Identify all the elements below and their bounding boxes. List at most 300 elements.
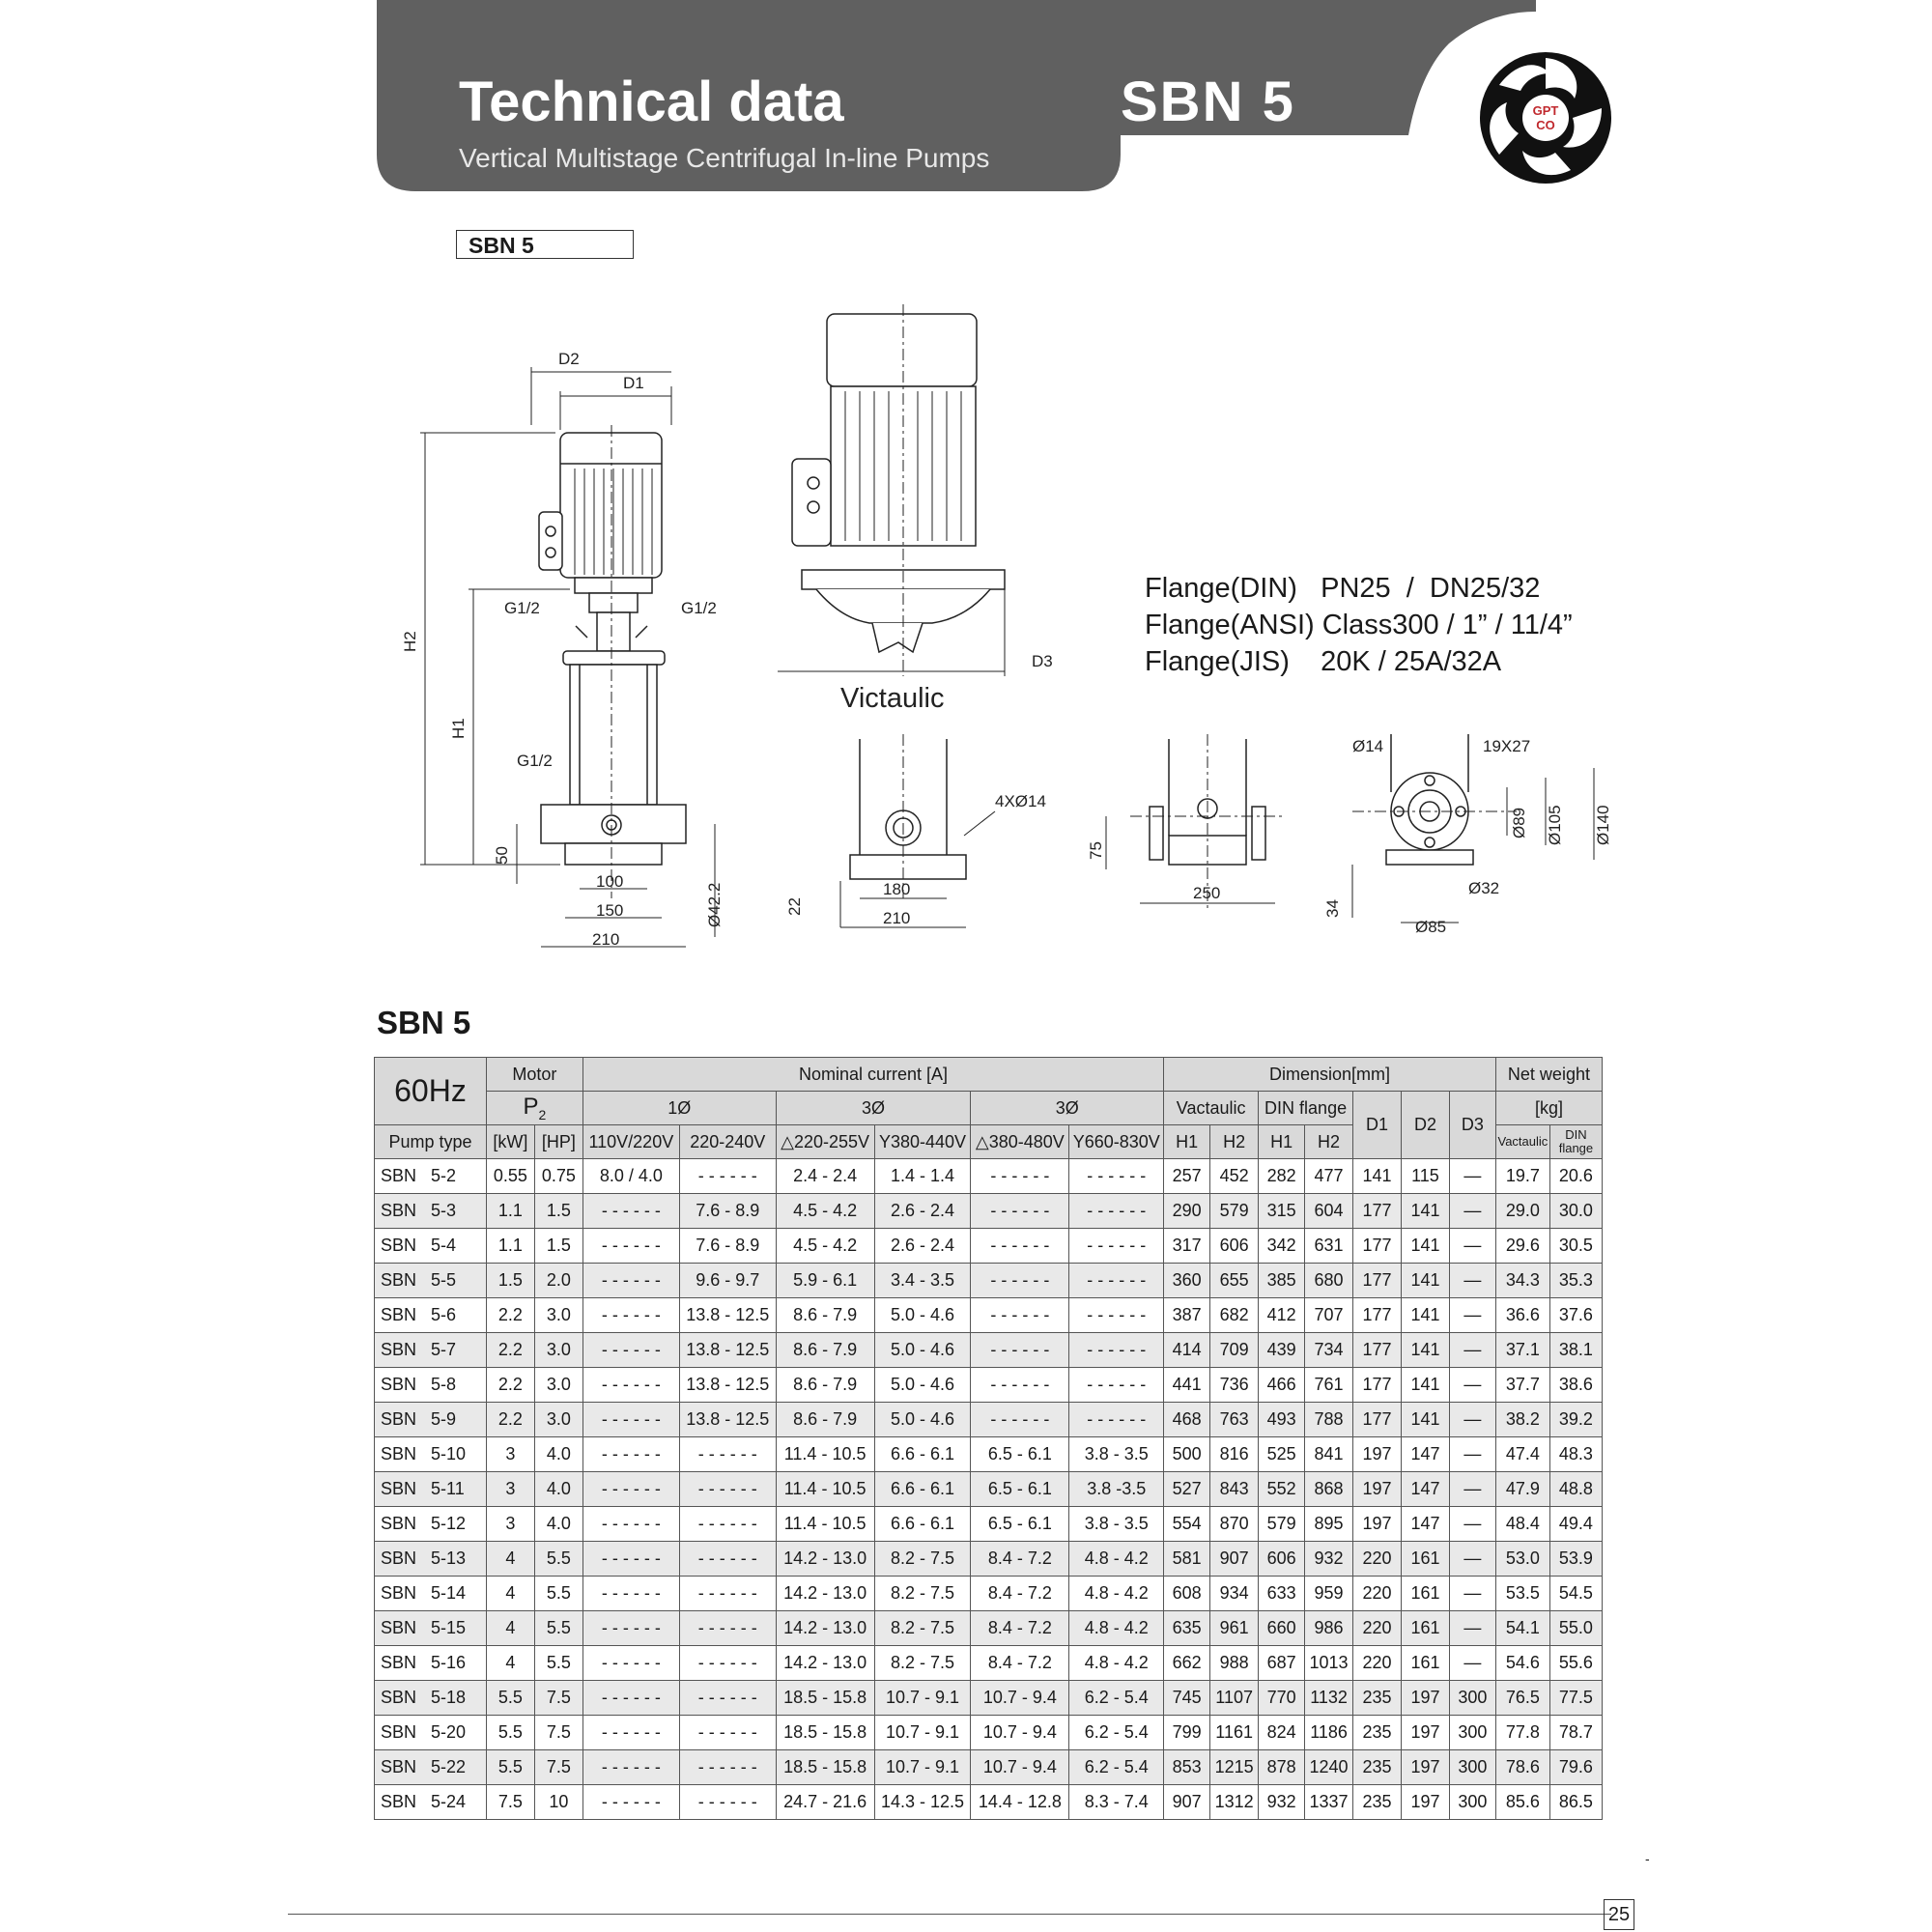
table-cell: 282 (1259, 1159, 1305, 1194)
table-cell: 8.2 - 7.5 (874, 1542, 971, 1577)
table-cell: 13.8 - 12.5 (679, 1298, 776, 1333)
port-label-left: G1/2 (504, 599, 540, 617)
table-cell: - - - - - - (679, 1159, 776, 1194)
table-cell: 141 (1401, 1333, 1449, 1368)
table-cell: 468 (1164, 1403, 1210, 1437)
dim-label-dia42: Ø42.2 (705, 882, 724, 927)
table-cell: 1.4 - 1.4 (874, 1159, 971, 1194)
dim-label-d2: D2 (558, 350, 580, 368)
table-cell: 868 (1305, 1472, 1353, 1507)
table-cell: 4 (486, 1542, 534, 1577)
table-cell: 736 (1210, 1368, 1259, 1403)
table-cell: 53.9 (1549, 1542, 1602, 1577)
table-cell: - - - - - - (1069, 1159, 1164, 1194)
header-net-weight: Net weight (1495, 1058, 1602, 1092)
table-cell: 24.7 - 21.6 (776, 1785, 874, 1820)
table-cell: 14.3 - 12.5 (874, 1785, 971, 1820)
table-cell: 934 (1210, 1577, 1259, 1611)
table-cell: 115 (1401, 1159, 1449, 1194)
header-v4: Y380-440V (874, 1125, 971, 1159)
table-cell: SBN 5-13 (375, 1542, 487, 1577)
flange-line-din: Flange(DIN) PN25 / DN25/32 (1145, 573, 1541, 604)
table-cell: 8.6 - 7.9 (776, 1298, 874, 1333)
table-cell: - - - - - - (582, 1507, 679, 1542)
table-cell: SBN 5-18 (375, 1681, 487, 1716)
table-cell: 6.2 - 5.4 (1069, 1750, 1164, 1785)
table-cell: SBN 5-8 (375, 1368, 487, 1403)
table-cell: 633 (1259, 1577, 1305, 1611)
table-cell: - - - - - - (679, 1472, 776, 1507)
table-cell: - - - - - - (1069, 1403, 1164, 1437)
table-cell: 824 (1259, 1716, 1305, 1750)
table-cell: 477 (1305, 1159, 1353, 1194)
table-cell: 5.5 (486, 1681, 534, 1716)
company-logo (1478, 50, 1613, 185)
table-cell: 315 (1259, 1194, 1305, 1229)
motor-front-view (778, 304, 1053, 927)
dim-label-210: 210 (592, 930, 620, 949)
holes-label: 4XØ14 (995, 792, 1046, 810)
table-cell: 20.6 (1549, 1159, 1602, 1194)
table-cell: — (1449, 1264, 1495, 1298)
flange-side-view (1087, 734, 1285, 908)
spec-table-body (375, 1159, 1603, 1820)
table-cell: 77.8 (1495, 1716, 1549, 1750)
dim-label-dia89: Ø89 (1510, 807, 1528, 838)
header-h2-din: H2 (1305, 1125, 1353, 1159)
table-cell: — (1449, 1542, 1495, 1577)
table-row (375, 1368, 1603, 1403)
table-cell: 141 (1401, 1229, 1449, 1264)
table-cell: 525 (1259, 1437, 1305, 1472)
table-cell: 4.5 - 4.2 (776, 1229, 874, 1264)
table-cell: 4.0 (534, 1472, 582, 1507)
table-cell: 816 (1210, 1437, 1259, 1472)
table-row (375, 1159, 1603, 1194)
table-cell: 13.8 - 12.5 (679, 1333, 776, 1368)
table-cell: - - - - - - (582, 1646, 679, 1681)
table-row (375, 1333, 1603, 1368)
table-cell: - - - - - - (582, 1681, 679, 1716)
table-cell: - - - - - - (582, 1194, 679, 1229)
table-cell: 5.0 - 4.6 (874, 1298, 971, 1333)
table-cell: 257 (1164, 1159, 1210, 1194)
table-cell: 10.7 - 9.4 (971, 1750, 1069, 1785)
table-cell: 4.8 - 4.2 (1069, 1542, 1164, 1577)
table-cell: 3.0 (534, 1368, 582, 1403)
table-cell: 441 (1164, 1368, 1210, 1403)
table-cell: 4.0 (534, 1437, 582, 1472)
table-cell: 5.5 (534, 1646, 582, 1681)
table-cell: 54.6 (1495, 1646, 1549, 1681)
table-cell: 19.7 (1495, 1159, 1549, 1194)
table-cell: 317 (1164, 1229, 1210, 1264)
dim-label-250: 250 (1193, 884, 1221, 902)
table-cell: 961 (1210, 1611, 1259, 1646)
table-cell: 0.55 (486, 1159, 534, 1194)
table-cell: 1.5 (534, 1229, 582, 1264)
table-row (375, 1542, 1603, 1577)
table-cell: 300 (1449, 1681, 1495, 1716)
table-cell: 38.2 (1495, 1403, 1549, 1437)
table-cell: 197 (1353, 1472, 1402, 1507)
table-cell: 49.4 (1549, 1507, 1602, 1542)
table-cell: - - - - - - (971, 1229, 1069, 1264)
table-cell: - - - - - - (679, 1542, 776, 1577)
table-cell: 5.5 (534, 1577, 582, 1611)
table-cell: 6.5 - 6.1 (971, 1437, 1069, 1472)
header-v6: Y660-830V (1069, 1125, 1164, 1159)
dim-label-d1: D1 (623, 374, 644, 392)
header-v5: △380-480V (971, 1125, 1069, 1159)
table-cell: 177 (1353, 1229, 1402, 1264)
table-cell: — (1449, 1437, 1495, 1472)
header-nominal: Nominal current [A] (582, 1058, 1163, 1092)
table-cell: 707 (1305, 1298, 1353, 1333)
table-cell: 47.4 (1495, 1437, 1549, 1472)
header-phase3b: 3Ø (971, 1092, 1164, 1125)
table-cell: 38.6 (1549, 1368, 1602, 1403)
table-cell: - - - - - - (971, 1333, 1069, 1368)
table-cell: - - - - - - (1069, 1229, 1164, 1264)
table-cell: 1.1 (486, 1229, 534, 1264)
dim-label-22: 22 (785, 897, 804, 916)
table-cell: 235 (1353, 1716, 1402, 1750)
victaulic-label: Victaulic (840, 683, 945, 714)
header-h1-vict: H1 (1164, 1125, 1210, 1159)
table-cell: - - - - - - (971, 1194, 1069, 1229)
table-cell: 7.5 (534, 1750, 582, 1785)
table-cell: 8.3 - 7.4 (1069, 1785, 1164, 1820)
table-cell: 554 (1164, 1507, 1210, 1542)
table-cell: 197 (1401, 1750, 1449, 1785)
dim-label-34: 34 (1323, 899, 1342, 918)
dim-label-50: 50 (493, 846, 511, 865)
table-cell: 141 (1401, 1298, 1449, 1333)
table-cell: 177 (1353, 1333, 1402, 1368)
page-title: Technical data (459, 71, 844, 133)
table-cell: 959 (1305, 1577, 1353, 1611)
table-cell: 53.0 (1495, 1542, 1549, 1577)
table-cell: SBN 5-14 (375, 1577, 487, 1611)
table-cell: 235 (1353, 1681, 1402, 1716)
table-cell: 18.5 - 15.8 (776, 1681, 874, 1716)
table-cell: 493 (1259, 1403, 1305, 1437)
table-cell: SBN 5-10 (375, 1437, 487, 1472)
table-cell: 734 (1305, 1333, 1353, 1368)
table-cell: 8.4 - 7.2 (971, 1646, 1069, 1681)
table-cell: 761 (1305, 1368, 1353, 1403)
table-cell: — (1449, 1472, 1495, 1507)
table-cell: — (1449, 1577, 1495, 1611)
table-cell: 3 (486, 1472, 534, 1507)
dim-label-210b: 210 (883, 909, 911, 927)
table-cell: 39.2 (1549, 1403, 1602, 1437)
table-cell: - - - - - - (679, 1750, 776, 1785)
header-victaulic: Vactaulic (1164, 1092, 1259, 1125)
model-name: SBN 5 (1121, 71, 1295, 133)
table-cell: 606 (1259, 1542, 1305, 1577)
header-d3: D3 (1449, 1092, 1495, 1159)
table-cell: 10.7 - 9.1 (874, 1681, 971, 1716)
table-cell: - - - - - - (679, 1611, 776, 1646)
header-freq: 60Hz (375, 1058, 487, 1125)
table-row (375, 1403, 1603, 1437)
table-cell: 662 (1164, 1646, 1210, 1681)
table-cell: 878 (1259, 1750, 1305, 1785)
table-cell: SBN 5-22 (375, 1750, 487, 1785)
header-d2: D2 (1401, 1092, 1449, 1159)
table-cell: 5.9 - 6.1 (776, 1264, 874, 1298)
table-cell: 1107 (1210, 1681, 1259, 1716)
table-cell: 37.7 (1495, 1368, 1549, 1403)
table-cell: 197 (1353, 1437, 1402, 1472)
table-cell: 30.0 (1549, 1194, 1602, 1229)
table-cell: 197 (1401, 1716, 1449, 1750)
table-cell: 466 (1259, 1368, 1305, 1403)
logo-text-top: GPT (1532, 103, 1559, 118)
table-cell: — (1449, 1403, 1495, 1437)
table-cell: 6.5 - 6.1 (971, 1472, 1069, 1507)
header-din-flange: DIN flange (1259, 1092, 1353, 1125)
table-cell: 85.6 (1495, 1785, 1549, 1820)
table-cell: - - - - - - (679, 1646, 776, 1681)
table-cell: 161 (1401, 1542, 1449, 1577)
dim-label-h1: H1 (449, 718, 468, 739)
table-cell: 76.5 (1495, 1681, 1549, 1716)
table-cell: 2.6 - 2.4 (874, 1229, 971, 1264)
table-cell: 1.1 (486, 1194, 534, 1229)
table-row (375, 1577, 1603, 1611)
table-cell: 6.6 - 6.1 (874, 1507, 971, 1542)
table-cell: 1013 (1305, 1646, 1353, 1681)
table-cell: 8.2 - 7.5 (874, 1646, 971, 1681)
table-cell: 687 (1259, 1646, 1305, 1681)
table-cell: 161 (1401, 1611, 1449, 1646)
header-kg: [kg] (1495, 1092, 1602, 1125)
table-cell: 608 (1164, 1577, 1210, 1611)
table-cell: 235 (1353, 1785, 1402, 1820)
table-row (375, 1194, 1603, 1229)
table-cell: 141 (1401, 1368, 1449, 1403)
table-cell: 141 (1401, 1194, 1449, 1229)
table-cell: 14.4 - 12.8 (971, 1785, 1069, 1820)
table-cell: 3.8 -3.5 (1069, 1472, 1164, 1507)
table-cell: - - - - - - (1069, 1333, 1164, 1368)
table-cell: 360 (1164, 1264, 1210, 1298)
table-cell: 6.5 - 6.1 (971, 1507, 1069, 1542)
header-h1-din: H1 (1259, 1125, 1305, 1159)
header-weight-din: DIN flange (1549, 1125, 1602, 1159)
table-cell: 3 (486, 1437, 534, 1472)
table-cell: 579 (1210, 1194, 1259, 1229)
section-label: SBN 5 (469, 233, 534, 258)
table-cell: 4.8 - 4.2 (1069, 1577, 1164, 1611)
table-cell: 197 (1401, 1681, 1449, 1716)
table-cell: 7.5 (534, 1716, 582, 1750)
table-cell: 141 (1401, 1403, 1449, 1437)
flange-line-ansi: Flange(ANSI) Class300 / 1” / 11/4” (1145, 610, 1573, 640)
table-cell: SBN 5-11 (375, 1472, 487, 1507)
table-cell: — (1449, 1298, 1495, 1333)
dim-label-180: 180 (883, 880, 911, 898)
dim-label-75: 75 (1087, 841, 1105, 860)
table-cell: 300 (1449, 1785, 1495, 1820)
table-cell: - - - - - - (971, 1403, 1069, 1437)
table-cell: - - - - - - (1069, 1298, 1164, 1333)
table-cell: 48.3 (1549, 1437, 1602, 1472)
table-cell: 78.6 (1495, 1750, 1549, 1785)
dim-label-dia85: Ø85 (1415, 918, 1447, 936)
table-cell: 197 (1401, 1785, 1449, 1820)
dim-label-100: 100 (596, 872, 624, 891)
table-cell: 7.5 (534, 1681, 582, 1716)
table-cell: — (1449, 1368, 1495, 1403)
table-cell: SBN 5-4 (375, 1229, 487, 1264)
table-cell: 53.5 (1495, 1577, 1549, 1611)
table-cell: 10.7 - 9.4 (971, 1716, 1069, 1750)
table-cell: — (1449, 1507, 1495, 1542)
table-cell: 8.6 - 7.9 (776, 1333, 874, 1368)
table-cell: 2.2 (486, 1403, 534, 1437)
dim-label-dia14: Ø14 (1352, 737, 1384, 755)
table-cell: 1161 (1210, 1716, 1259, 1750)
table-cell: 1215 (1210, 1750, 1259, 1785)
table-cell: 8.2 - 7.5 (874, 1577, 971, 1611)
table-cell: - - - - - - (679, 1507, 776, 1542)
table-cell: 853 (1164, 1750, 1210, 1785)
header-kw: [kW] (486, 1125, 534, 1159)
logo-text-bottom: CO (1536, 118, 1555, 132)
table-cell: 48.4 (1495, 1507, 1549, 1542)
table-row (375, 1472, 1603, 1507)
table-cell: - - - - - - (971, 1264, 1069, 1298)
table-row (375, 1785, 1603, 1820)
table-cell: 8.6 - 7.9 (776, 1368, 874, 1403)
table-cell: 2.6 - 2.4 (874, 1194, 971, 1229)
table-cell: 680 (1305, 1264, 1353, 1298)
p2-label: P (523, 1094, 539, 1121)
table-cell: 18.5 - 15.8 (776, 1716, 874, 1750)
table-cell: 36.6 (1495, 1298, 1549, 1333)
dim-label-dia32: Ø32 (1468, 879, 1500, 897)
table-cell: 55.6 (1549, 1646, 1602, 1681)
table-cell: SBN 5-24 (375, 1785, 487, 1820)
dim-label-dia140: Ø140 (1594, 805, 1612, 845)
table-cell: 48.8 (1549, 1472, 1602, 1507)
table-cell: - - - - - - (582, 1472, 679, 1507)
table-cell: 5.0 - 4.6 (874, 1403, 971, 1437)
table-cell: 606 (1210, 1229, 1259, 1264)
table-cell: 220 (1353, 1577, 1402, 1611)
table-cell: — (1449, 1159, 1495, 1194)
table-cell: 30.5 (1549, 1229, 1602, 1264)
table-cell: 77.5 (1549, 1681, 1602, 1716)
table-cell: 47.9 (1495, 1472, 1549, 1507)
table-cell: — (1449, 1611, 1495, 1646)
table-cell: 8.4 - 7.2 (971, 1577, 1069, 1611)
table-cell: 907 (1164, 1785, 1210, 1820)
table-cell: - - - - - - (1069, 1368, 1164, 1403)
table-cell: - - - - - - (582, 1542, 679, 1577)
dim-label-h2: H2 (401, 631, 419, 652)
table-cell: 5.0 - 4.6 (874, 1333, 971, 1368)
table-cell: 7.5 (486, 1785, 534, 1820)
table-cell: 54.1 (1495, 1611, 1549, 1646)
page-number: 25 (1604, 1899, 1634, 1930)
table-cell: 78.7 (1549, 1716, 1602, 1750)
table-cell: 342 (1259, 1229, 1305, 1264)
table-cell: 13.8 - 12.5 (679, 1403, 776, 1437)
table-row (375, 1646, 1603, 1681)
table-cell: 4.5 - 4.2 (776, 1194, 874, 1229)
table-row (375, 1298, 1603, 1333)
table-cell: 7.6 - 8.9 (679, 1229, 776, 1264)
table-cell: - - - - - - (679, 1577, 776, 1611)
table-cell: 14.2 - 13.0 (776, 1611, 874, 1646)
p2-subscript: 2 (538, 1106, 547, 1122)
table-cell: 907 (1210, 1542, 1259, 1577)
table-cell: 8.4 - 7.2 (971, 1542, 1069, 1577)
table-cell: 412 (1259, 1298, 1305, 1333)
table-cell: - - - - - - (1069, 1194, 1164, 1229)
table-cell: 414 (1164, 1333, 1210, 1368)
table-cell: 6.2 - 5.4 (1069, 1681, 1164, 1716)
table-cell: - - - - - - (679, 1437, 776, 1472)
table-cell: 7.6 - 8.9 (679, 1194, 776, 1229)
table-cell: 5.5 (486, 1716, 534, 1750)
header-motor (486, 1058, 582, 1092)
table-cell: 10.7 - 9.1 (874, 1716, 971, 1750)
table-cell: 161 (1401, 1577, 1449, 1611)
dim-label-d3: D3 (1032, 652, 1053, 670)
table-cell: 1186 (1305, 1716, 1353, 1750)
table-cell: 385 (1259, 1264, 1305, 1298)
table-cell: 10.7 - 9.1 (874, 1750, 971, 1785)
table-cell: 763 (1210, 1403, 1259, 1437)
table-cell: SBN 5-16 (375, 1646, 487, 1681)
table-cell: 235 (1353, 1750, 1402, 1785)
table-cell: 34.3 (1495, 1264, 1549, 1298)
table-cell: 895 (1305, 1507, 1353, 1542)
table-cell: SBN 5-2 (375, 1159, 487, 1194)
table-cell: 14.2 - 13.0 (776, 1646, 874, 1681)
table-cell: 4.8 - 4.2 (1069, 1611, 1164, 1646)
table-cell: 5.0 - 4.6 (874, 1368, 971, 1403)
table-cell: - - - - - - (582, 1785, 679, 1820)
table-cell: 4.0 (534, 1507, 582, 1542)
table-cell: - - - - - - (582, 1716, 679, 1750)
page-subtitle: Vertical Multistage Centrifugal In-line Pumps (459, 143, 990, 173)
header-weight-victaulic: Vactaulic (1495, 1125, 1549, 1159)
table-cell: 3.8 - 3.5 (1069, 1507, 1164, 1542)
dim-label-150: 150 (596, 901, 624, 920)
table-cell: 932 (1259, 1785, 1305, 1820)
table-cell: 11.4 - 10.5 (776, 1507, 874, 1542)
table-cell: 54.5 (1549, 1577, 1602, 1611)
table-cell: 655 (1210, 1264, 1259, 1298)
table-cell: 1132 (1305, 1681, 1353, 1716)
table-cell: 527 (1164, 1472, 1210, 1507)
table-cell: 841 (1305, 1437, 1353, 1472)
table-cell: 1240 (1305, 1750, 1353, 1785)
table-cell: 4 (486, 1577, 534, 1611)
table-cell: 4 (486, 1646, 534, 1681)
table-cell: 3.8 - 3.5 (1069, 1437, 1164, 1472)
header-hp: [HP] (534, 1125, 582, 1159)
table-cell: 581 (1164, 1542, 1210, 1577)
table-cell: 2.2 (486, 1298, 534, 1333)
